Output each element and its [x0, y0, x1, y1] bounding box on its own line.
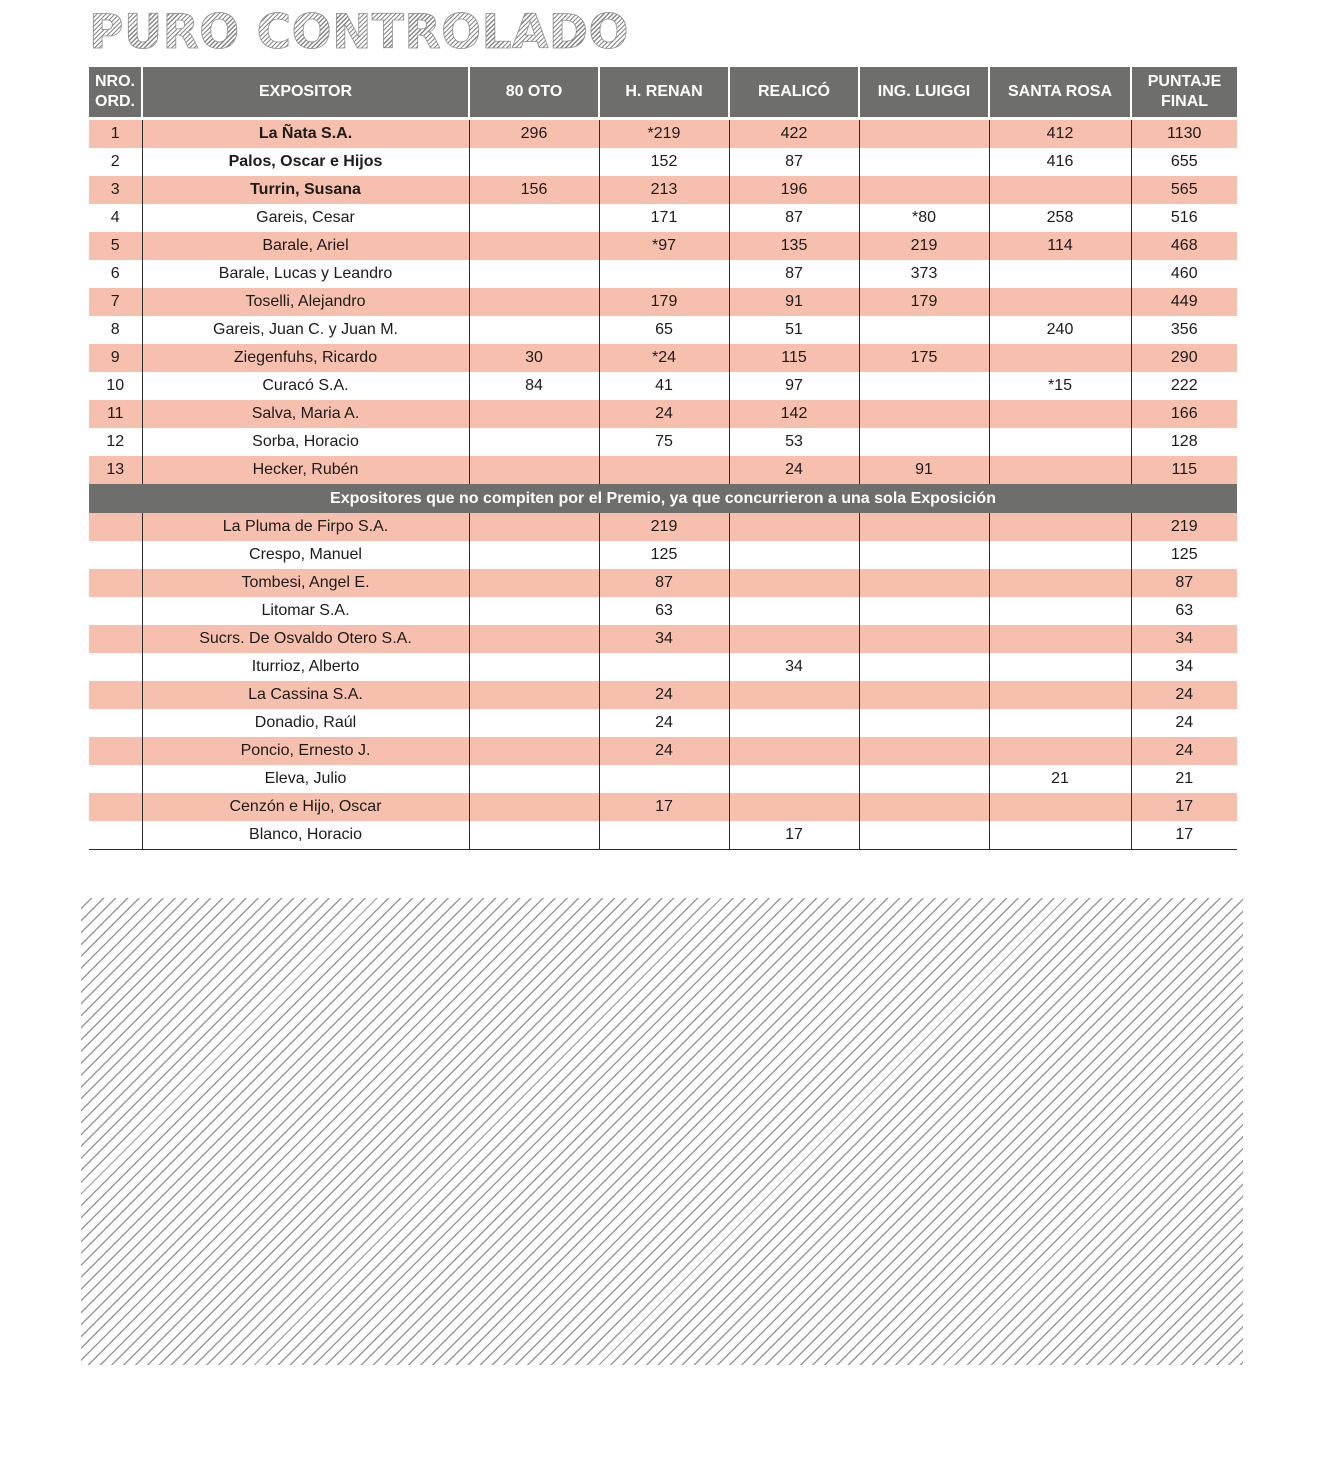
cell-h-renan: 24	[599, 709, 729, 737]
cell-h-renan: 179	[599, 288, 729, 316]
cell-80-oto	[469, 821, 599, 850]
header-nro-line1: NRO.	[95, 73, 135, 90]
table-row	[89, 597, 1237, 625]
cell-ing-luiggi	[859, 372, 989, 400]
cell-realico	[729, 541, 859, 569]
cell-h-renan	[599, 456, 729, 484]
cell-realico	[729, 709, 859, 737]
table-row	[89, 372, 1237, 400]
cell-80-oto	[469, 316, 599, 344]
cell-80-oto	[469, 541, 599, 569]
cell-nro: 9	[89, 344, 142, 372]
cell-puntaje-final: 290	[1131, 344, 1237, 372]
cell-ing-luiggi	[859, 513, 989, 541]
cell-nro	[89, 737, 142, 765]
header-h-renan: H. RENAN	[599, 67, 729, 119]
table-header-row	[89, 67, 1237, 119]
cell-puntaje-final: 356	[1131, 316, 1237, 344]
cell-80-oto	[469, 597, 599, 625]
cell-realico	[729, 625, 859, 653]
cell-80-oto: 296	[469, 119, 599, 149]
cell-h-renan: 41	[599, 372, 729, 400]
cell-80-oto	[469, 765, 599, 793]
cell-santa-rosa	[989, 513, 1131, 541]
cell-nro: 7	[89, 288, 142, 316]
table-row	[89, 119, 1237, 149]
cell-h-renan: 24	[599, 681, 729, 709]
cell-nro: 10	[89, 372, 142, 400]
cell-h-renan: 17	[599, 793, 729, 821]
cell-santa-rosa: 21	[989, 765, 1131, 793]
cell-h-renan: 63	[599, 597, 729, 625]
table-row	[89, 625, 1237, 653]
table-row	[89, 737, 1237, 765]
table-row	[89, 765, 1237, 793]
cell-santa-rosa: 412	[989, 119, 1131, 149]
cell-santa-rosa: 240	[989, 316, 1131, 344]
cell-h-renan: 24	[599, 737, 729, 765]
header-santa-rosa: SANTA ROSA	[989, 67, 1131, 119]
cell-santa-rosa	[989, 597, 1131, 625]
cell-puntaje-final: 87	[1131, 569, 1237, 597]
cell-ing-luiggi	[859, 541, 989, 569]
header-puntaje-final	[1131, 67, 1237, 119]
cell-santa-rosa	[989, 569, 1131, 597]
cell-realico: 24	[729, 456, 859, 484]
cell-realico: 97	[729, 372, 859, 400]
cell-expositor: Crespo, Manuel	[142, 541, 469, 569]
page-title: PURO CONTROLADO	[89, 5, 629, 60]
cell-80-oto	[469, 513, 599, 541]
cell-ing-luiggi	[859, 793, 989, 821]
cell-realico: 53	[729, 428, 859, 456]
cell-realico: 142	[729, 400, 859, 428]
table-row	[89, 148, 1237, 176]
table-row	[89, 288, 1237, 316]
cell-realico: 51	[729, 316, 859, 344]
table-row	[89, 344, 1237, 372]
cell-expositor: Iturrioz, Alberto	[142, 653, 469, 681]
cell-santa-rosa	[989, 456, 1131, 484]
cell-80-oto: 156	[469, 176, 599, 204]
cell-ing-luiggi: 219	[859, 232, 989, 260]
cell-nro	[89, 709, 142, 737]
cell-puntaje-final: 1130	[1131, 119, 1237, 149]
cell-nro	[89, 821, 142, 850]
cell-80-oto	[469, 737, 599, 765]
cell-puntaje-final: 128	[1131, 428, 1237, 456]
cell-80-oto	[469, 709, 599, 737]
header-realico: REALICÓ	[729, 67, 859, 119]
cell-puntaje-final: 24	[1131, 681, 1237, 709]
cell-ing-luiggi	[859, 316, 989, 344]
cell-h-renan	[599, 765, 729, 793]
cell-santa-rosa	[989, 821, 1131, 850]
cell-puntaje-final: 655	[1131, 148, 1237, 176]
cell-santa-rosa	[989, 625, 1131, 653]
table-row	[89, 513, 1237, 541]
cell-expositor: Barale, Ariel	[142, 232, 469, 260]
cell-santa-rosa	[989, 288, 1131, 316]
cell-h-renan	[599, 260, 729, 288]
cell-realico	[729, 513, 859, 541]
cell-expositor: Cenzón e Hijo, Oscar	[142, 793, 469, 821]
cell-80-oto	[469, 260, 599, 288]
cell-expositor: Barale, Lucas y Leandro	[142, 260, 469, 288]
cell-ing-luiggi	[859, 597, 989, 625]
cell-realico: 34	[729, 653, 859, 681]
table-row	[89, 204, 1237, 232]
cell-nro	[89, 541, 142, 569]
cell-expositor: Litomar S.A.	[142, 597, 469, 625]
table-row	[89, 260, 1237, 288]
table-row	[89, 569, 1237, 597]
cell-puntaje-final: 460	[1131, 260, 1237, 288]
cell-puntaje-final: 449	[1131, 288, 1237, 316]
cell-santa-rosa	[989, 428, 1131, 456]
cell-expositor: Salva, Maria A.	[142, 400, 469, 428]
cell-puntaje-final: 24	[1131, 737, 1237, 765]
table-row	[89, 793, 1237, 821]
cell-nro	[89, 513, 142, 541]
cell-80-oto	[469, 625, 599, 653]
cell-puntaje-final: 34	[1131, 625, 1237, 653]
header-nro-ord	[89, 67, 142, 119]
cell-ing-luiggi: 175	[859, 344, 989, 372]
cell-80-oto	[469, 653, 599, 681]
cell-santa-rosa: *15	[989, 372, 1131, 400]
header-puntaje-line2: FINAL	[1160, 93, 1209, 110]
cell-nro	[89, 765, 142, 793]
table-row	[89, 681, 1237, 709]
cell-santa-rosa	[989, 681, 1131, 709]
cell-realico: 87	[729, 204, 859, 232]
cell-puntaje-final: 63	[1131, 597, 1237, 625]
cell-ing-luiggi: 373	[859, 260, 989, 288]
cell-santa-rosa	[989, 541, 1131, 569]
cell-ing-luiggi	[859, 400, 989, 428]
table-row	[89, 653, 1237, 681]
cell-expositor: Toselli, Alejandro	[142, 288, 469, 316]
cell-expositor: Donadio, Raúl	[142, 709, 469, 737]
cell-puntaje-final: 222	[1131, 372, 1237, 400]
cell-ing-luiggi	[859, 821, 989, 850]
cell-realico: 87	[729, 148, 859, 176]
cell-nro: 2	[89, 148, 142, 176]
cell-h-renan	[599, 653, 729, 681]
cell-puntaje-final: 34	[1131, 653, 1237, 681]
cell-realico: 135	[729, 232, 859, 260]
table-body	[89, 119, 1237, 850]
cell-puntaje-final: 219	[1131, 513, 1237, 541]
cell-ing-luiggi	[859, 119, 989, 149]
cell-realico: 87	[729, 260, 859, 288]
cell-h-renan: *219	[599, 119, 729, 149]
cell-nro: 8	[89, 316, 142, 344]
cell-realico	[729, 597, 859, 625]
table-row	[89, 456, 1237, 484]
cell-h-renan: 75	[599, 428, 729, 456]
cell-h-renan: 87	[599, 569, 729, 597]
cell-nro	[89, 653, 142, 681]
cell-nro: 5	[89, 232, 142, 260]
cell-ing-luiggi	[859, 176, 989, 204]
cell-puntaje-final: 565	[1131, 176, 1237, 204]
table-row	[89, 428, 1237, 456]
cell-realico	[729, 569, 859, 597]
cell-santa-rosa	[989, 709, 1131, 737]
cell-realico: 17	[729, 821, 859, 850]
table-row	[89, 709, 1237, 737]
cell-puntaje-final: 468	[1131, 232, 1237, 260]
cell-nro	[89, 569, 142, 597]
cell-puntaje-final: 21	[1131, 765, 1237, 793]
header-puntaje-line1: PUNTAJE	[1147, 73, 1222, 90]
cell-ing-luiggi	[859, 681, 989, 709]
cell-realico	[729, 793, 859, 821]
cell-80-oto	[469, 288, 599, 316]
cell-ing-luiggi	[859, 569, 989, 597]
cell-h-renan: 219	[599, 513, 729, 541]
table-row	[89, 176, 1237, 204]
cell-80-oto	[469, 569, 599, 597]
cell-expositor: Sucrs. De Osvaldo Otero S.A.	[142, 625, 469, 653]
cell-puntaje-final: 24	[1131, 709, 1237, 737]
cell-ing-luiggi: *80	[859, 204, 989, 232]
cell-ing-luiggi	[859, 737, 989, 765]
cell-ing-luiggi	[859, 765, 989, 793]
cell-expositor: Turrin, Susana	[142, 176, 469, 204]
section-divider-row	[89, 484, 1237, 513]
cell-h-renan: 171	[599, 204, 729, 232]
cell-nro	[89, 597, 142, 625]
cell-80-oto	[469, 681, 599, 709]
cell-80-oto	[469, 400, 599, 428]
header-expositor: EXPOSITOR	[142, 67, 469, 119]
cell-h-renan: 125	[599, 541, 729, 569]
cell-santa-rosa	[989, 793, 1131, 821]
cell-expositor: Ziegenfuhs, Ricardo	[142, 344, 469, 372]
results-table	[89, 67, 1237, 850]
cell-puntaje-final: 115	[1131, 456, 1237, 484]
cell-expositor: La Pluma de Firpo S.A.	[142, 513, 469, 541]
cell-santa-rosa: 258	[989, 204, 1131, 232]
cell-expositor: Tombesi, Angel E.	[142, 569, 469, 597]
cell-santa-rosa	[989, 653, 1131, 681]
header-80-oto: 80 OTO	[469, 67, 599, 119]
table-row	[89, 232, 1237, 260]
cell-expositor: Curacó S.A.	[142, 372, 469, 400]
cell-ing-luiggi	[859, 625, 989, 653]
cell-80-oto	[469, 232, 599, 260]
header-nro-line2: ORD.	[95, 93, 135, 110]
cell-h-renan: 34	[599, 625, 729, 653]
cell-puntaje-final: 125	[1131, 541, 1237, 569]
cell-80-oto: 84	[469, 372, 599, 400]
cell-santa-rosa: 114	[989, 232, 1131, 260]
cell-realico	[729, 737, 859, 765]
cell-ing-luiggi	[859, 148, 989, 176]
header-ing-luiggi: ING. LUIGGI	[859, 67, 989, 119]
cell-ing-luiggi	[859, 709, 989, 737]
cell-realico	[729, 681, 859, 709]
cell-h-renan: 213	[599, 176, 729, 204]
cell-80-oto	[469, 148, 599, 176]
cell-h-renan: 24	[599, 400, 729, 428]
table-row	[89, 400, 1237, 428]
cell-80-oto	[469, 204, 599, 232]
cell-expositor: Eleva, Julio	[142, 765, 469, 793]
cell-santa-rosa	[989, 260, 1131, 288]
cell-expositor: Blanco, Horacio	[142, 821, 469, 850]
cell-nro: 3	[89, 176, 142, 204]
cell-h-renan	[599, 821, 729, 850]
cell-ing-luiggi: 91	[859, 456, 989, 484]
cell-ing-luiggi	[859, 428, 989, 456]
cell-nro: 4	[89, 204, 142, 232]
cell-expositor: La Ñata S.A.	[142, 119, 469, 149]
cell-expositor: Gareis, Juan C. y Juan M.	[142, 316, 469, 344]
cell-nro	[89, 625, 142, 653]
table-row	[89, 821, 1237, 850]
cell-nro: 11	[89, 400, 142, 428]
cell-realico: 196	[729, 176, 859, 204]
cell-puntaje-final: 516	[1131, 204, 1237, 232]
cell-santa-rosa	[989, 737, 1131, 765]
cell-80-oto: 30	[469, 344, 599, 372]
cell-h-renan: 152	[599, 148, 729, 176]
cell-santa-rosa: 416	[989, 148, 1131, 176]
cell-expositor: Hecker, Rubén	[142, 456, 469, 484]
cell-puntaje-final: 166	[1131, 400, 1237, 428]
cell-nro	[89, 681, 142, 709]
table-row	[89, 316, 1237, 344]
cell-realico	[729, 765, 859, 793]
cell-80-oto	[469, 428, 599, 456]
cell-h-renan: 65	[599, 316, 729, 344]
cell-expositor: Palos, Oscar e Hijos	[142, 148, 469, 176]
cell-puntaje-final: 17	[1131, 821, 1237, 850]
cell-nro	[89, 793, 142, 821]
hatched-placeholder-area	[81, 898, 1243, 1365]
cell-realico: 115	[729, 344, 859, 372]
cell-ing-luiggi	[859, 653, 989, 681]
section-label: Expositores que no compiten por el Premio, ya que concurrieron a una sola Exposición	[89, 484, 1237, 513]
cell-santa-rosa	[989, 344, 1131, 372]
cell-expositor: La Cassina S.A.	[142, 681, 469, 709]
cell-expositor: Poncio, Ernesto J.	[142, 737, 469, 765]
cell-h-renan: *24	[599, 344, 729, 372]
table-row	[89, 541, 1237, 569]
cell-santa-rosa	[989, 400, 1131, 428]
cell-80-oto	[469, 793, 599, 821]
cell-realico: 422	[729, 119, 859, 149]
cell-80-oto	[469, 456, 599, 484]
cell-expositor: Gareis, Cesar	[142, 204, 469, 232]
cell-nro: 6	[89, 260, 142, 288]
cell-nro: 13	[89, 456, 142, 484]
cell-h-renan: *97	[599, 232, 729, 260]
cell-santa-rosa	[989, 176, 1131, 204]
cell-expositor: Sorba, Horacio	[142, 428, 469, 456]
cell-puntaje-final: 17	[1131, 793, 1237, 821]
cell-nro: 1	[89, 119, 142, 149]
cell-ing-luiggi: 179	[859, 288, 989, 316]
cell-realico: 91	[729, 288, 859, 316]
cell-nro: 12	[89, 428, 142, 456]
